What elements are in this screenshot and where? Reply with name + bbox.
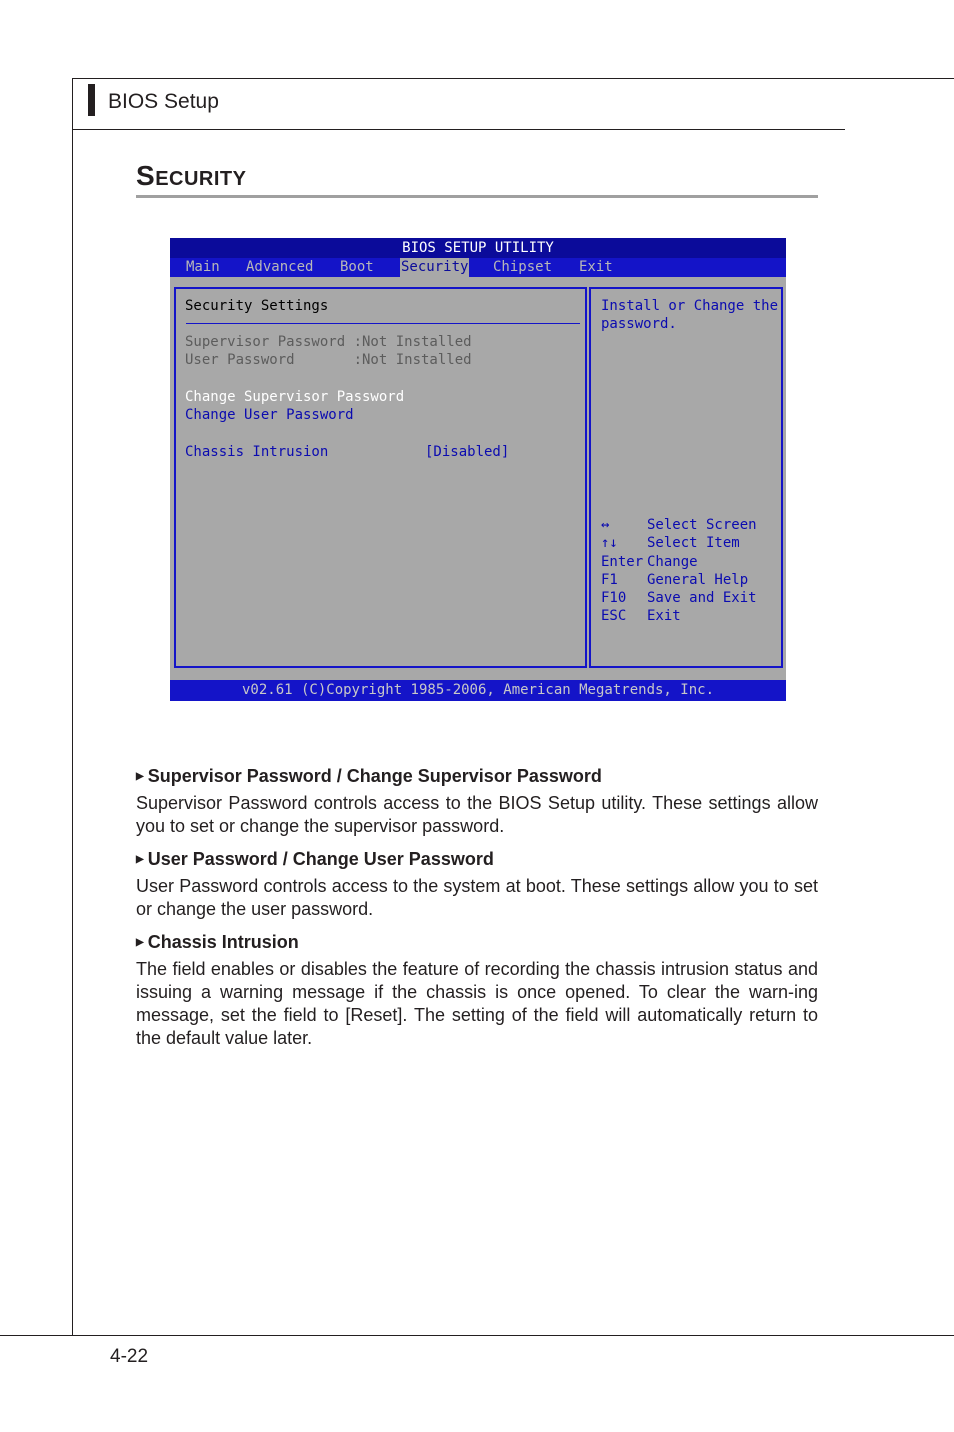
item-heading-chassis [136, 932, 299, 953]
page-frame-bottom-line [0, 1335, 954, 1336]
item-heading-supervisor [136, 766, 602, 787]
bios-menu-advanced[interactable]: Advanced [246, 259, 314, 275]
key-f1: F1 [601, 572, 618, 588]
bios-screenshot [170, 238, 786, 701]
key-action-general-help: General Help [647, 572, 749, 588]
bios-settings-heading: Security Settings [185, 298, 329, 314]
key-enter: Enter [601, 554, 644, 570]
change-supervisor-password-option[interactable]: Change Supervisor Password [185, 389, 405, 405]
key-action-exit: Exit [647, 608, 681, 624]
item-heading-user [136, 849, 494, 870]
change-user-password-option[interactable]: Change User Password [185, 407, 354, 423]
bios-menu-main[interactable]: Main [186, 259, 220, 275]
chassis-intrusion-label: Chassis Intrusion [185, 444, 329, 460]
key-action-select-item: Select Item [647, 535, 740, 551]
bios-help-panel [589, 287, 783, 668]
bios-menu-boot[interactable]: Boot [340, 259, 374, 275]
triangle-bullet-icon: ▶ [136, 937, 144, 948]
item-body-chassis: The field enables or disables the feature of recording the chassis intrusion status and issuing a warning message if the chassis is once opened. To clear the warn-ing message, set the field to [Reset]. The setting of the field will automatically return to the default value later. [136, 959, 818, 1048]
key-action-change: Change [647, 554, 698, 570]
item-heading-user-text: User Password / Change User Password [147, 849, 494, 869]
item-heading-chassis-text: Chassis Intrusion [147, 932, 299, 952]
triangle-bullet-icon: ▶ [136, 771, 144, 782]
item-heading-supervisor-text: Supervisor Password / Change Supervisor Password [147, 766, 602, 786]
supervisor-password-status: Supervisor Password :Not Installed [185, 334, 472, 350]
key-arrows-ud-icon: ↑↓ [601, 535, 618, 551]
page-number: 4-22 [110, 1346, 149, 1367]
key-action-select-screen: Select Screen [647, 517, 757, 533]
bios-settings-panel [174, 287, 587, 668]
header-rule [72, 129, 845, 130]
key-action-save-exit: Save and Exit [647, 590, 757, 606]
bios-title-bar: BIOS SETUP UTILITY [170, 238, 786, 258]
header-bar-mark [88, 84, 95, 116]
key-f10: F10 [601, 590, 627, 606]
help-text-line-1: Install or Change the [601, 298, 779, 314]
triangle-bullet-icon: ▶ [136, 854, 144, 865]
chassis-intrusion-value[interactable]: [Disabled] [425, 444, 510, 460]
running-header: BIOS Setup [108, 90, 219, 113]
bios-menu-chipset[interactable]: Chipset [493, 259, 553, 275]
key-arrows-lr-icon: ↔ [601, 517, 610, 533]
item-body-supervisor: Supervisor Password controls access to the BIOS Setup utility. These settings allow you to set or change the supervisor password. [136, 793, 818, 836]
section-title-initial: S [136, 160, 156, 191]
bios-menu-bar [170, 258, 786, 277]
key-esc: ESC [601, 608, 627, 624]
bios-copyright-bar: v02.61 (C)Copyright 1985-2006, American Megatrends, Inc. [170, 680, 786, 701]
help-text-line-2: password. [601, 316, 677, 332]
user-password-status: User Password :Not Installed [185, 352, 472, 368]
bios-settings-rule [186, 323, 580, 324]
section-title [136, 160, 246, 192]
page-frame-left-line [72, 78, 73, 1335]
section-title-rest: ECURITY [155, 168, 247, 190]
bios-menu-security[interactable]: Security [401, 259, 469, 275]
item-body-user: User Password controls access to the system at boot. These settings allow you to set or change the user password. [136, 876, 818, 919]
section-rule [136, 195, 818, 198]
page-frame-top-line [72, 78, 954, 79]
bios-menu-exit[interactable]: Exit [579, 259, 613, 275]
